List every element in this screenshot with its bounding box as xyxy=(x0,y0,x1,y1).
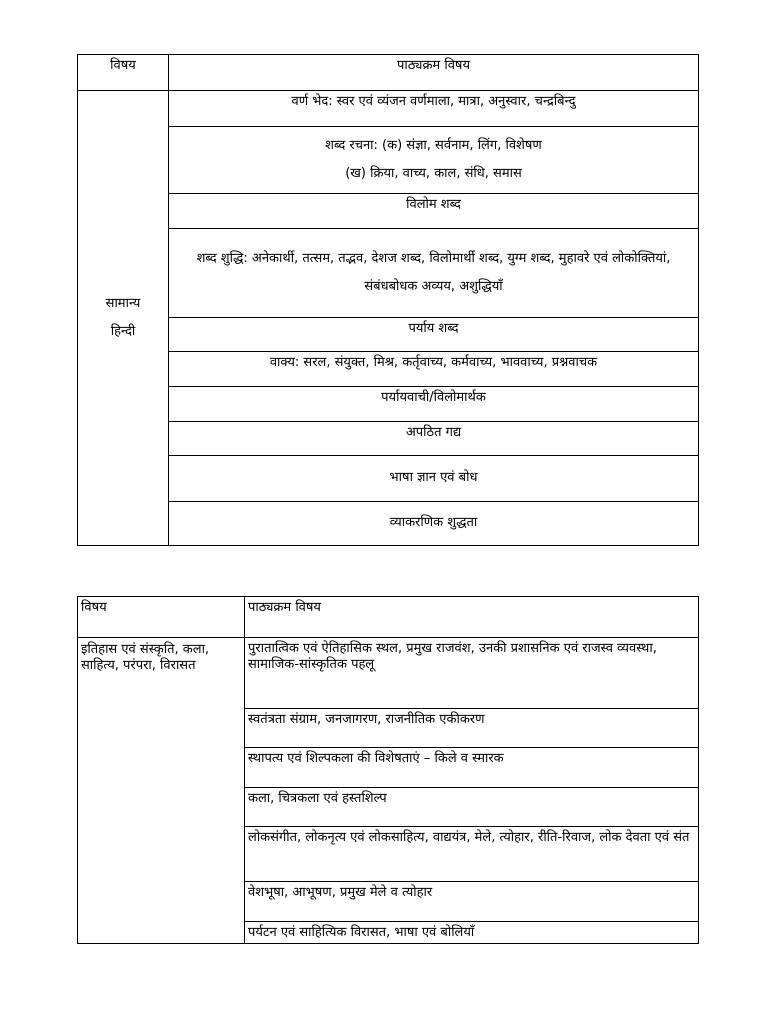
table-row xyxy=(78,91,699,127)
syllabus-cell: वर्ण भेद: स्वर एवं व्यंजन वर्णमाला, मात्रा, अनुस्वार, चन्द्रबिन्दु xyxy=(169,91,699,127)
table-row xyxy=(78,229,699,318)
syllabus-cell: शब्द शुद्धि: अनेकार्थी, तत्सम, तद्भव, देशज शब्द, विलोमार्थी शब्द, युग्म शब्द, मुहावरे एवं लोकोक्तियां, संबंधबोधक अव्यय, अशुद्धियाँ xyxy=(169,229,699,318)
subject-label-cell: इतिहास एवं संस्कृति, कला, साहित्य, परंपरा, विरासत xyxy=(78,638,245,944)
syllabus-cell: पर्यटन एवं साहित्यिक विरासत, भाषा एवं बोलियाँ xyxy=(245,922,699,944)
table-row xyxy=(78,194,699,229)
syllabus-cell: पर्यायवाची/विलोमार्थक xyxy=(169,387,699,422)
subject-label-line2: हिन्दी xyxy=(110,324,136,339)
header-subject: विषय xyxy=(78,55,169,91)
syllabus-cell: वाक्य: सरल, संयुक्त, मिश्र, कर्तृवाच्य, कर्मवाच्य, भाववाच्य, प्रश्नवाचक xyxy=(169,352,699,387)
syllabus-cell: पुरातात्विक एवं ऐतिहासिक स्थल, प्रमुख राजवंश, उनकी प्रशासनिक एवं राजस्व व्यवस्था, सामाजिक-सांस्कृतिक पहलू xyxy=(245,638,699,709)
syllabus-line: (ख) क्रिया, वाच्य, काल, संधि, समास xyxy=(345,166,522,181)
header-syllabus-topic: पाठ्यक्रम विषय xyxy=(169,55,699,91)
table-row xyxy=(78,502,699,546)
subject-label-cell xyxy=(78,91,169,546)
hindi-syllabus-table xyxy=(77,54,699,546)
table-header-row xyxy=(78,597,699,638)
table-header-row xyxy=(78,55,699,91)
syllabus-cell: भाषा ज्ञान एवं बोध xyxy=(169,456,699,502)
syllabus-cell: पर्याय शब्द xyxy=(169,318,699,352)
table-row xyxy=(78,422,699,456)
syllabus-cell: व्याकरणिक शुद्धता xyxy=(169,502,699,546)
table-row xyxy=(78,352,699,387)
header-subject: विषय xyxy=(78,597,245,638)
table-row xyxy=(78,387,699,422)
syllabus-cell: अपठित गद्य xyxy=(169,422,699,456)
table-row xyxy=(78,456,699,502)
syllabus-cell: वेशभूषा, आभूषण, प्रमुख मेले व त्योहार xyxy=(245,882,699,922)
syllabus-cell xyxy=(169,127,699,194)
syllabus-cell: स्थापत्य एवं शिल्पकला की विशेषताएं – किले व स्मारक xyxy=(245,748,699,788)
syllabus-cell: स्वतंत्रता संग्राम, जनजागरण, राजनीतिक एकीकरण xyxy=(245,709,699,748)
header-syllabus-topic: पाठ्यक्रम विषय xyxy=(245,597,699,638)
syllabus-cell: कला, चित्रकला एवं हस्तशिल्प xyxy=(245,788,699,827)
table-row xyxy=(78,638,699,709)
syllabus-cell: लोकसंगीत, लोकनृत्य एवं लोकसाहित्य, वाद्ययंत्र, मेले, त्योहार, रीति-रिवाज, लोक देवता एवं संत xyxy=(245,827,699,882)
table-row xyxy=(78,127,699,194)
history-culture-syllabus-table xyxy=(77,596,699,944)
syllabus-line: शब्द रचना: (क) संज्ञा, सर्वनाम, लिंग, विशेषण xyxy=(325,138,542,153)
table-row xyxy=(78,318,699,352)
syllabus-cell: विलोम शब्द xyxy=(169,194,699,229)
subject-label-line1: सामान्य xyxy=(105,296,141,311)
